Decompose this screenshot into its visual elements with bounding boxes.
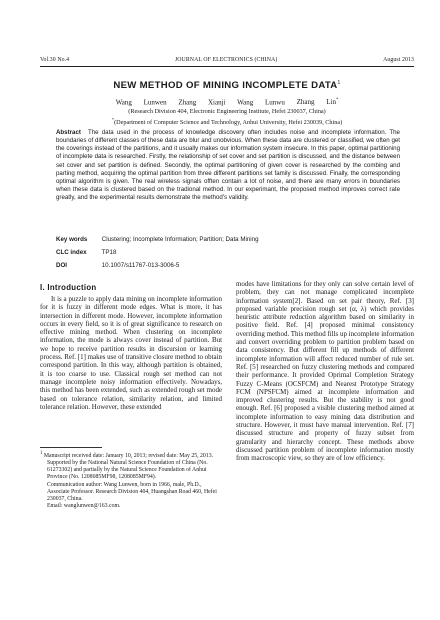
author-3: Wang Lunwu [237, 98, 285, 107]
footnote-received [40, 450, 222, 460]
affiliation-2-text: (Department of Computer Science and Technology, Anhui University, Hefei 230039, China) [114, 119, 343, 127]
running-header [40, 57, 414, 63]
keywords-row [56, 236, 400, 243]
footnotes [40, 450, 222, 510]
clc-text: TP18 [101, 249, 117, 256]
clc-label: CLC index [56, 249, 87, 256]
abstract [56, 129, 400, 202]
section-heading: I. Introduction [40, 283, 97, 292]
author-2: Zhang Xianji [178, 98, 226, 107]
paper-title-text: NEW METHOD OF MINING INCOMPLETE DATA [113, 80, 338, 92]
footnote-received-text: Manuscript received date: January 10, 2013; revised date: May 25, 2013. [43, 452, 214, 459]
header-journal: JOURNAL OF ELECTRONICS (CHINA) [174, 57, 278, 63]
footnote-mark: 1 [40, 451, 43, 456]
header-volume: Vol.30 No.4 [40, 57, 70, 63]
abstract-text: The data used in the process of knowledge discovery often includes noise and incomplete information. The boundaries of different classes of these data are blur and unobvious. When these data are clustered or classified, we often get the coverings instead of the partitions, and it usually makes our information system insecure. In this paper, optimal partitioning of incomplete data is researched. Firstly, the relationship of set cover and set partition is discussed, and the distance between set cover and set partition is defined. Secondly, the optimal partitioning of given cover is researched by the combing and parting method, acquiring the optimal partition from three different partitions set family is discussed. Finally, the corresponding optimal algorithm is given. The real wireless signals offten contain a lot of noise, and there are many errors in boundaries when these data is clustered based on the tradional method. In our experimant, the proposed method improves correct rate greatly, and the experimental results demonstrate the method's validity. [56, 129, 400, 202]
author-4-name: Zhang Lin [296, 98, 336, 107]
author-4-mark: * [335, 97, 339, 102]
footnote-author: Communication author: Wang Lunwen, born in 1966, male, Ph.D., Associate Professor. Research Division 404, Huangshan Road 460, Hefei 230037, China. [47, 481, 217, 502]
header-rule [40, 66, 414, 67]
affiliation-2 [40, 117, 414, 126]
clc-row [56, 249, 400, 256]
abstract-label: Abstract [56, 129, 81, 136]
doi-label: DOI [56, 262, 68, 269]
footnote-rule [40, 447, 102, 448]
body-left-column [40, 295, 222, 411]
header-date: August 2013 [383, 57, 414, 63]
body-right-column [236, 280, 414, 463]
right-paragraph: modes have limitations for they only can solve certain level of problem, they can not manage complicated incomplete information system[2]. Based on set pair theory, Ref. [3] proposed variable precision rough set (α, λ) which provides heuristic attribute reduction algorithm based on similarity in positive field. Ref. [4] proposed minimal consistency overriding method. This method fills up incomplete information and convert overriding problem to partition problem based on data consistency. But different fill up methods of different incomplete information will affect reduced number of rule set. Ref. [5] researched on fuzzy clustering methods and compared their performance. It provided Oprimal Completion Strategy Fuzzy C-Means (OCSFCM) and Nearest Prototype Strategy FCM (NPSFCM) aimed at incomplete information and improved clustering results. But the stability is not good enough. Ref. [6] proposed a visible clustering method aimed at incomplete information to easy mining data distribution and structure. However, it must have manual intervention. Ref. [7] discussed structure and property of fuzzy subset from granularity and hierarchy concept. These methods above discussed partition problem of incomplete information mostly from macroscopic view, so they are of low efficiency. [236, 280, 414, 463]
paper-title [40, 80, 414, 91]
doi-text: 10.1007/s11767-013-3006-5 [101, 262, 180, 269]
affiliation-1: (Research Division 404, Electronic Engineering Institute, Hefei 230037, China) [128, 108, 326, 115]
doi-row [56, 262, 400, 269]
left-paragraph: It is a puzzle to apply data mining on incomplete information for it is fuzzy in different mode edges. What is more, it has intersection in different mode. However, incomplete information occurs in every field, so it is of great significance to research on effective mining method. When clustering on incomplete information, the mode is always cover instead of partition. But we hope to receive partition results in discursion or learning process. Ref. [1] makes use of transitive closure method to obtain correspond partition. In this way, although partition is obtained, it is too coarse to use. Classical rough set method can not manage incomplete noisy information effectively. Nowadays, this method has been extended, such as extended rough set mode based on tolerance relation, similarity relation, and limited tolerance relation. However, these extended [40, 295, 222, 411]
footnote-support: Supported by the National Natural Science Foundation of China (No. 61273302) and partially by the Natural Science Foundation of Anhui Province (No. 1208085MF98, 1208085MF94). [47, 460, 208, 481]
author-4 [297, 98, 339, 106]
author-1: Wang Lunwen [115, 98, 167, 107]
keywords-text: Clustering; Incomplete Information; Partition; Data Mining [101, 236, 259, 243]
author-list [40, 97, 414, 106]
affiliation-2-mark: * [111, 117, 115, 122]
keywords-label: Key words [56, 236, 88, 243]
title-footnote-mark: 1 [337, 80, 341, 86]
footnote-email: Email: wanglunwen@163.com. [47, 503, 121, 510]
